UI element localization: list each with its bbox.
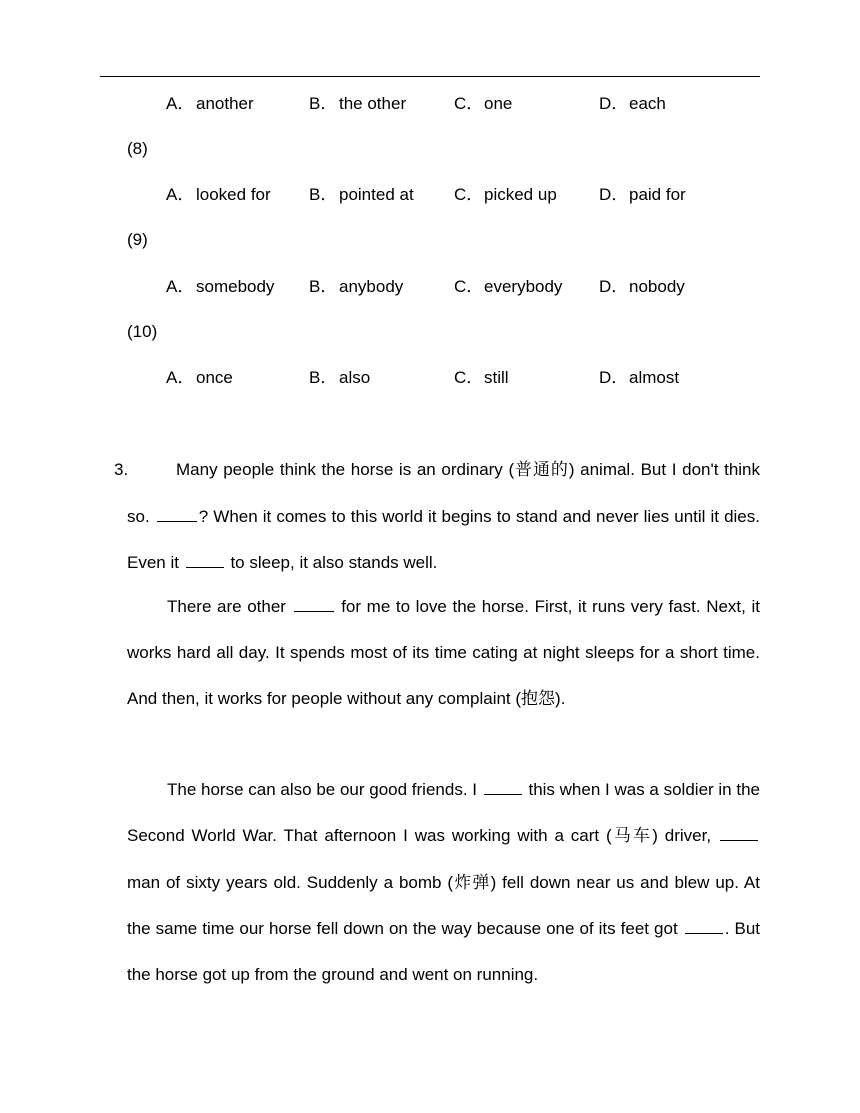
option-a[interactable]: A．another bbox=[166, 94, 254, 113]
option-c[interactable]: C．picked up bbox=[454, 185, 557, 204]
options-row-7 bbox=[166, 92, 766, 116]
passage-paragraph-1: Many people think the horse is an ordinary (普通的) animal. But I don't think so. ? When it comes to this world it begins to stand and never lies until it dies. Even it to sleep, it also stands well. bbox=[127, 460, 761, 572]
option-b[interactable]: B．the other bbox=[309, 94, 407, 113]
option-a[interactable]: A．somebody bbox=[166, 277, 275, 296]
options-row-10 bbox=[166, 366, 766, 390]
option-a[interactable]: A．once bbox=[166, 368, 233, 387]
option-b[interactable]: B．anybody bbox=[309, 277, 404, 296]
passage-paragraph-3: The horse can also be our good friends. I this when I was a soldier in the Second World War. That afternoon I was working with a cart (马车) driver, man of sixty years old. Suddenly a bomb (炸弹) fell down near us and blew up. At the same time our horse fell down on the way because one of its feet got . But the horse got up from the ground and went on running. bbox=[127, 767, 760, 998]
option-c[interactable]: C．everybody bbox=[454, 277, 563, 296]
blank-2[interactable] bbox=[186, 550, 224, 568]
option-b[interactable]: B．pointed at bbox=[309, 185, 414, 204]
blank-6[interactable] bbox=[685, 916, 723, 934]
option-c[interactable]: C．one bbox=[454, 94, 513, 113]
option-d[interactable]: D．almost bbox=[599, 368, 680, 387]
blank-5[interactable] bbox=[720, 823, 758, 841]
option-b[interactable]: B．also bbox=[309, 368, 371, 387]
question-number-3: 3. bbox=[114, 460, 129, 479]
passage-paragraph-2: There are other for me to love the horse. First, it runs very fast. Next, it works hard all day. It spends most of its time cating at night sleeps for a short time. And then, it works for people without any complaint (抱怨). bbox=[127, 584, 760, 722]
header-rule bbox=[100, 76, 760, 77]
option-d[interactable]: D．paid for bbox=[599, 185, 686, 204]
blank-3[interactable] bbox=[294, 594, 334, 612]
blank-1[interactable] bbox=[157, 504, 197, 522]
option-c[interactable]: C．still bbox=[454, 368, 509, 387]
option-d[interactable]: D．nobody bbox=[599, 277, 685, 296]
question-number-9: (9) bbox=[127, 230, 148, 249]
option-a[interactable]: A．looked for bbox=[166, 185, 271, 204]
blank-4[interactable] bbox=[484, 777, 522, 795]
question-number-10: (10) bbox=[127, 322, 158, 341]
question-number-8: (8) bbox=[127, 139, 148, 158]
options-row-9 bbox=[166, 275, 766, 299]
option-d[interactable]: D．each bbox=[599, 94, 666, 113]
options-row-8 bbox=[166, 183, 766, 207]
